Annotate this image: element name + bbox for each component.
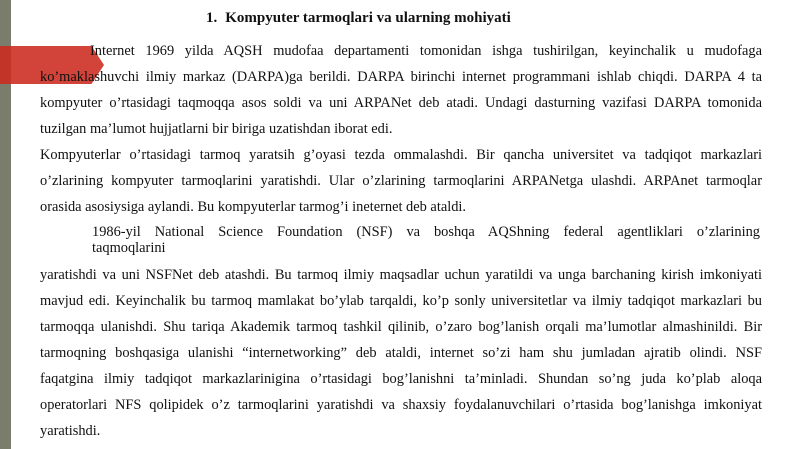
paragraph-line: ko’maklashuvchi ilmiy markaz (DARPA)ga berildi. DARPA birinchi internet programmani ishlab chiqdi. DARPA 4 ta — [40, 69, 762, 85]
paragraph-3-intro — [92, 224, 760, 256]
paragraph-line: tuzilgan ma’lumot hujjatlarni bir biriga uzatishdan iborat edi. — [40, 121, 393, 137]
slide-title — [206, 10, 511, 27]
paragraph-line: Internet 1969 yilda AQSH mudofaa departamenti tomonidan ishga tushirilgan, keyinchalik u mudofaga — [90, 43, 762, 59]
paragraph-3 — [40, 262, 762, 444]
paragraph-line: operatorlari NFS qolipidek o’z tarmoqlarini yaratishdi va shaxsiy foydalanuvchilari o’rtasida bog’lanishga imkoniyat — [40, 397, 762, 413]
paragraph-line: o’zlarining kompyuter tarmoqlarini yaratishdi. Ular o’zlarining tarmoqlarini ARPANetga ulashdi. ARPAnet tarmoqlar — [40, 173, 762, 189]
paragraph-line: Kompyuterlar o’rtasidagi tarmoq yaratsih g’oyasi tezda ommalashdi. Bir qancha universitet va tadqiqot markazlari — [40, 147, 762, 163]
paragraph-line: faqatgina ilmiy tadqiqot markazlarinigina o’rtasidagi bog’lanishni ta’minladi. Shundan so’ng juda ko’plab aloqa — [40, 371, 762, 387]
paragraph-line: kompyuter o’rtasidagi taqmoqqa asos soldi va uni ARPANet deb atadi. Undagi dasturning vazifasi DARPA tomonida — [40, 95, 762, 111]
paragraph-line: tarmoqqa ulanishdi. Shu tariqa Akademik tarmoq tashkil qilinib, o’zaro bog’lanish orqali ma’lumotlar almashinildi. Bir — [40, 319, 762, 335]
paragraph-line: yaratishdi. — [40, 423, 101, 439]
title-number: 1. — [206, 10, 218, 26]
paragraph-2 — [40, 142, 762, 220]
paragraph-line: taqmoqlarini — [92, 240, 166, 256]
title-text: Kompyuter tarmoqlari va ularning mohiyati — [225, 10, 511, 26]
paragraph-1 — [40, 38, 762, 142]
paragraph-line: mavjud edi. Keyinchalik bu tarmoq mamlakat bo’ylab tarqaldi, ko’p sonly universitetlar va ilmiy tadqiqot markazlari bu — [40, 293, 762, 309]
paragraph-line: orasida asosiysiga aylandi. Bu kompyuterlar tarmog’i ineternet deb ataldi. — [40, 199, 466, 215]
paragraph-line: 1986-yil National Science Foundation (NSF) va boshqa AQShning federal agentliklari o’zlarining — [92, 224, 760, 240]
paragraph-line: yaratishdi va uni NSFNet deb atashdi. Bu tarmoq ilmiy maqsadlar uchun yaratildi va unga barchaning kirish imkoniyati — [40, 267, 762, 283]
paragraph-line: tarmoqning boshqasiga ulanishi “internetworking” deb ataldi, internet so’zi ham shu jumladan ajratib olindi. NSF — [40, 345, 762, 361]
